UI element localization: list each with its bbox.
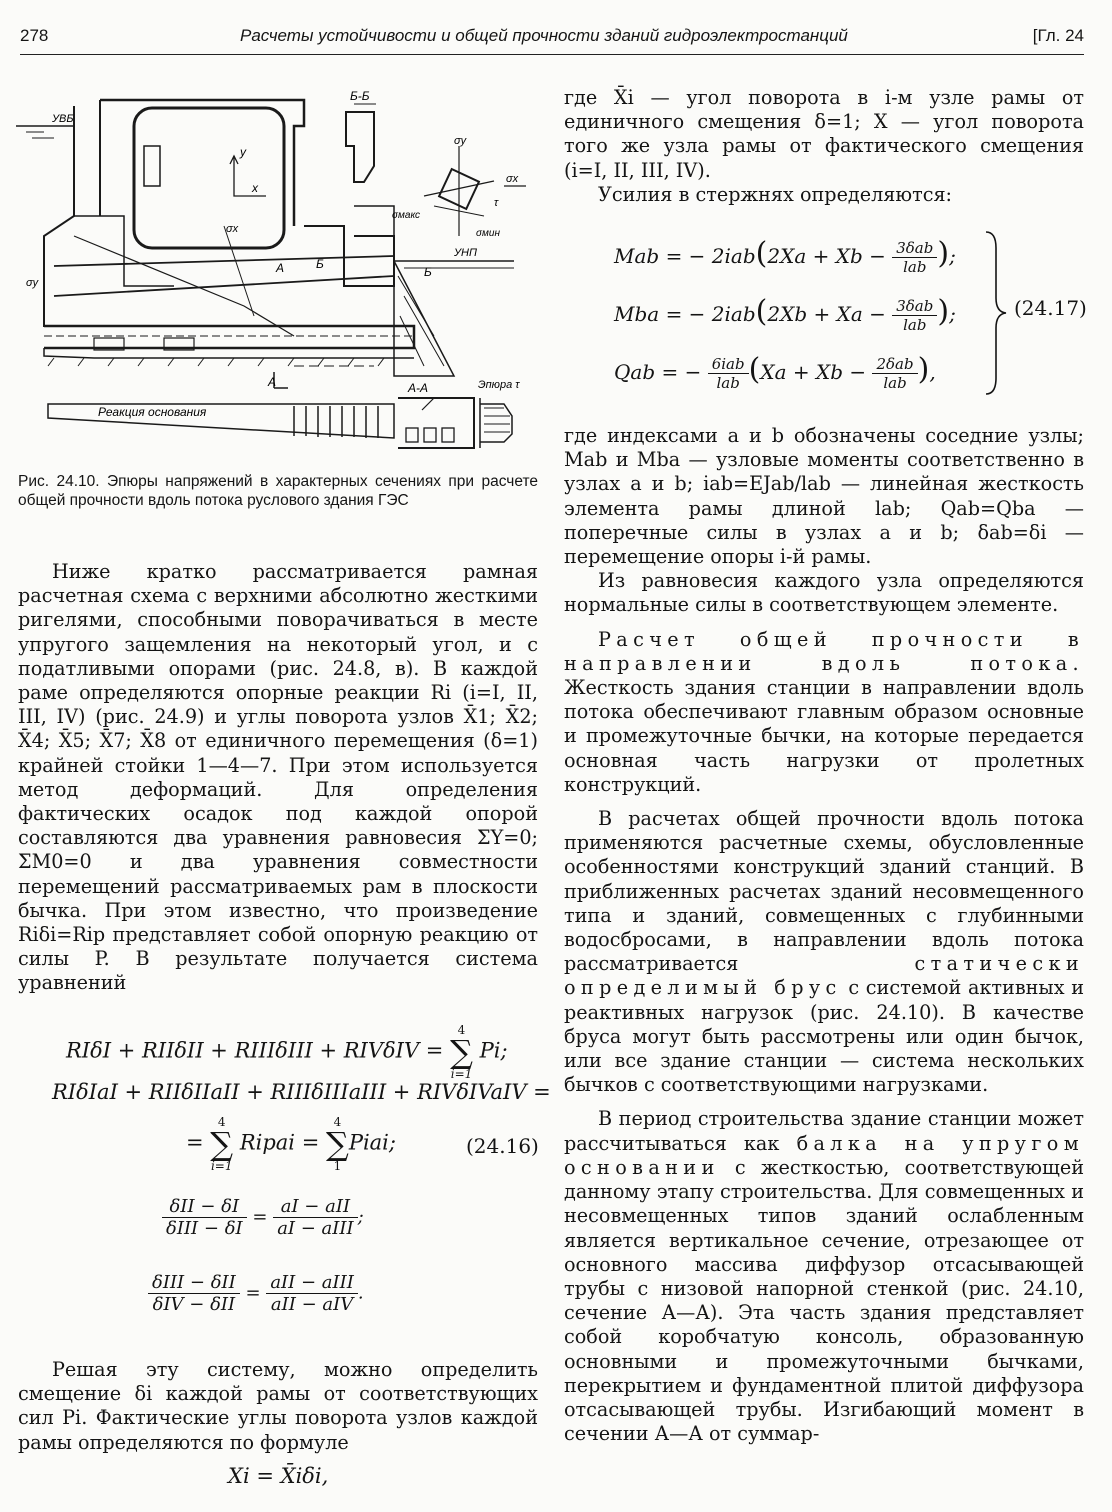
sum-upper-limit: 4 — [457, 1023, 466, 1037]
fraction-numerator: 6iab — [708, 355, 749, 374]
equation-number-24-16: (24.16) — [466, 1134, 539, 1158]
sum-sign: ∑ — [210, 1125, 234, 1163]
fraction-numerator: aII − aIII — [266, 1272, 358, 1294]
paragraph-text: где индексами a и b обозначены соседние узлы; Mab и Mba — узловые моменты соответственно в узлах a и b; iab=EJab/lab — линейная жесткость элемента рамы длиной lab; Qab=Qba — поперечные силы в узлах a и b; δab=δi — перемещение опоры i-й рамы. — [564, 424, 1084, 569]
paragraph-calc-schemes — [564, 807, 1084, 1097]
equation-q-ab: Qab = − $\frac{\text{6iab}}{\text{lab}}$ (Xa + Xb − $\frac{\text{2δab}}{\text{lab}}$ ), — [614, 352, 936, 392]
equation-x-i: Xi = X̄iδi, — [228, 1464, 329, 1488]
sum-sign: ∑ — [325, 1125, 349, 1163]
fraction-denominator: δIII − δI — [166, 1218, 243, 1239]
fraction-numerator: 3δab — [892, 297, 937, 316]
equation-number-24-17: (24.17) — [1014, 296, 1087, 320]
label-ubb: УВБ — [52, 113, 74, 125]
sum-lower-limit: i=1 — [450, 1067, 473, 1081]
equation-line-1 — [66, 1024, 508, 1080]
fraction-denominator: aII − aIV — [270, 1294, 354, 1315]
label-tau: τ — [494, 197, 499, 209]
left-paragraph-1 — [18, 560, 538, 996]
right-paragraph-3 — [564, 424, 1084, 1446]
equation-line-5: $\frac{\text{δIII − δII}}{\text{δIV − δII}}$ = $\frac{\text{aII − aIII}}{\text{aII − aIV}}$ . — [148, 1272, 364, 1315]
paragraph-construction — [564, 1107, 1084, 1446]
equation-inner: 2Xa + Xb − — [767, 244, 886, 268]
equation-3-rhs: Piai; — [348, 1130, 396, 1155]
fraction-numerator: δII − δI — [162, 1196, 247, 1218]
paragraph-text: Усилия в стержнях определяются: — [598, 182, 953, 206]
label-unp: УНП — [454, 247, 477, 259]
spaced-term: статически определимый брус — [564, 952, 1084, 1000]
equation-m-ba: Mba = − 2iab(2Xb + Xa − $\frac{\text{3δab}}{\text{lab}}$ ); — [614, 294, 956, 334]
spaced-heading: Расчет общей прочности в направлении вдоль потока. — [564, 627, 1084, 675]
paragraph-text: Жесткость здания станции в направлении вдоль потока обеспечивают главным образом основные и промежуточные бычки, на которые передается основная часть нагрузки от пролетных конструкций. — [564, 676, 1084, 796]
fraction-denominator: lab — [903, 258, 927, 276]
label-a-left: А — [268, 375, 277, 389]
fraction-denominator: lab — [716, 374, 740, 392]
label-sigma-y: σy — [454, 135, 467, 147]
chapter-marker: [Гл. 24 — [1032, 26, 1084, 45]
sum-sign: ∑ — [450, 1033, 473, 1071]
paragraph-text: В период строительства здание станции может рассчитываться как — [564, 1107, 1084, 1155]
equation-inner: 2Xb + Xa − — [767, 302, 886, 326]
label-b-mark-a: Б — [316, 257, 324, 271]
paragraph-text: где X̄i — угол поворота в i-м узле рамы от единичного смещения δ=1; X — угол поворота того же узла рамы от фактического смещения (i=I, II, III, IV). — [564, 86, 1084, 182]
paragraph-text: с системой активных и реактивных нагрузок (рис. 24.10). В качестве бруса могут быть рассмотрены или один бычок, или все здание станции — система нескольких бычков с соответствующими нагрузками. — [564, 976, 1084, 1097]
label-base-reaction: Реакция основания — [98, 405, 207, 419]
running-header — [20, 24, 1084, 55]
left-paragraph-2 — [18, 1358, 538, 1455]
label-sigma-max: σмакс — [392, 210, 421, 221]
fraction-numerator: 3δab — [892, 239, 937, 258]
fraction-denominator: aI − aIII — [277, 1218, 354, 1239]
page-number: 278 — [20, 26, 49, 45]
paragraph-general-strength — [564, 628, 1084, 797]
figure-24-10 — [14, 86, 540, 466]
equation-line-4: $\frac{\text{δII − δI}}{\text{δIII − δI}}$ = $\frac{\text{aI − aII}}{\text{aI − aIII}}$ ; — [162, 1196, 364, 1239]
label-sigma-y-2: σy — [26, 277, 39, 289]
fraction-numerator: 2δab — [872, 355, 917, 374]
paragraph-text: Из равновесия каждого узла определяются нормальные силы в соответствующем элементе. — [564, 569, 1084, 617]
right-brace — [982, 228, 1012, 398]
label-a-mark: А — [276, 261, 285, 275]
label-section-bb: Б-Б — [350, 89, 370, 103]
paragraph-text: Решая эту систему, можно определить смещение δi каждой рамы от соответствующих сил Pi. Фактические углы поворота узлов каждой рамы определяются по формуле — [18, 1358, 538, 1454]
spaced-term: балка на упругом основании — [564, 1131, 1084, 1179]
paragraph-text: Ниже кратко рассматривается рамная расчетная схема с верхними абсолютно жесткими ригелями, способными поворачиваться в месте упругого защемления на некоторый угол, и с податливыми опорами (рис. 24.8, в). В каждой раме определяются опорные реакции Ri (i=I, II, III, IV) (рис. 24.9) и углы поворота узлов X̄1; X̄2; X̄4; X̄5; X̄7; X̄8 от единичного перемещения (δ=1) крайней стойки 1—4—7. При этом используется метод деформаций. Для определения фактических осадок под каждой опорой составляются два уравнения равновесия ΣY=0; ΣM0=0 и два уравнения совместности перемещений рассматриваемых рам в плоскости бычка. При этом известно, что произведение Riδi=Rip представляет собой опорную реакцию от силы P. В результате получается система уравнений — [18, 560, 538, 995]
sum-upper-limit: 4 — [333, 1115, 342, 1129]
label-y-axis: y — [240, 145, 246, 159]
label-b-mark-b: Б — [424, 265, 432, 279]
equation-m-ab: Mab = − 2iab(2Xa + Xb − $\frac{\text{3δab}}{\text{lab}}$ ); — [614, 236, 956, 276]
label-epure-tau: Эпюра τ — [478, 379, 520, 391]
fraction-numerator: δIII − δII — [148, 1272, 240, 1294]
equation-3-lhs: = — [186, 1130, 211, 1155]
figure-caption: Рис. 24.10. Эпюры напряжений в характерных сечениях при расчете общей прочности вдоль потока руслового здания ГЭС — [18, 473, 538, 509]
sum-lower-limit: 1 — [333, 1159, 342, 1173]
equation-lhs: Qab = − — [614, 360, 702, 384]
fraction-denominator: δIV − δII — [152, 1294, 236, 1315]
sum-upper-limit: 4 — [217, 1115, 226, 1129]
equation-lhs: Mba = − 2iab — [614, 302, 756, 326]
fraction-numerator: aI − aII — [273, 1196, 357, 1218]
equation-1-rhs: Pi; — [479, 1038, 508, 1063]
equation-line-3 — [186, 1116, 396, 1172]
label-sigma-min: σмин — [476, 228, 500, 239]
equation-3-mid: Ripai = — [239, 1130, 326, 1155]
equation-inner: Xa + Xb − — [760, 360, 867, 384]
label-x-axis: x — [252, 181, 258, 195]
label-sigma-x-2: σx — [226, 223, 239, 235]
label-sigma-x: σx — [506, 173, 519, 185]
paragraph-text: с жесткостью, соответствующей данному этапу строительства. Для совмещенных и несовмещенных типов зданий ослабленным является вертикальное сечение, отрезающее от основного массива диффузор отсасывающей трубы с низовой напорной стенкой (рис. 24.10, сечение А—А). Эта часть здания представляет собой коробчатую консоль, образованную основными и промежуточными бычками, перекрытием и фундаментной плитой диффузора отсасывающей трубы. Изгибающий момент в сечении А—А от суммар- — [564, 1155, 1084, 1446]
right-paragraph-1 — [564, 86, 1084, 207]
sum-lower-limit: i=1 — [210, 1159, 233, 1173]
label-section-aa: А-А — [408, 381, 429, 395]
paragraph-text: В расчетах общей прочности вдоль потока применяются расчетные схемы, обусловленные особенностями конструкций зданий станций. В приближенных расчетах зданий несовмещенного типа и зданий, совмещенных с глубинными водосбросами, в направлении вдоль потока рассматривается — [564, 807, 1084, 976]
fraction-denominator: lab — [903, 316, 927, 334]
equation-1-lhs: RIδI + RIIδII + RIIIδIII + RIVδIV = — [66, 1038, 451, 1063]
fraction-denominator: lab — [883, 374, 907, 392]
equation-line-2: RIδIaI + RIIδIIaII + RIIIδIIIaIII + RIVδIVaIV = — [52, 1080, 551, 1104]
running-title: Расчеты устойчивости и общей прочности зданий гидроэлектростанций — [240, 26, 848, 45]
equation-lhs: Mab = − 2iab — [614, 244, 756, 268]
